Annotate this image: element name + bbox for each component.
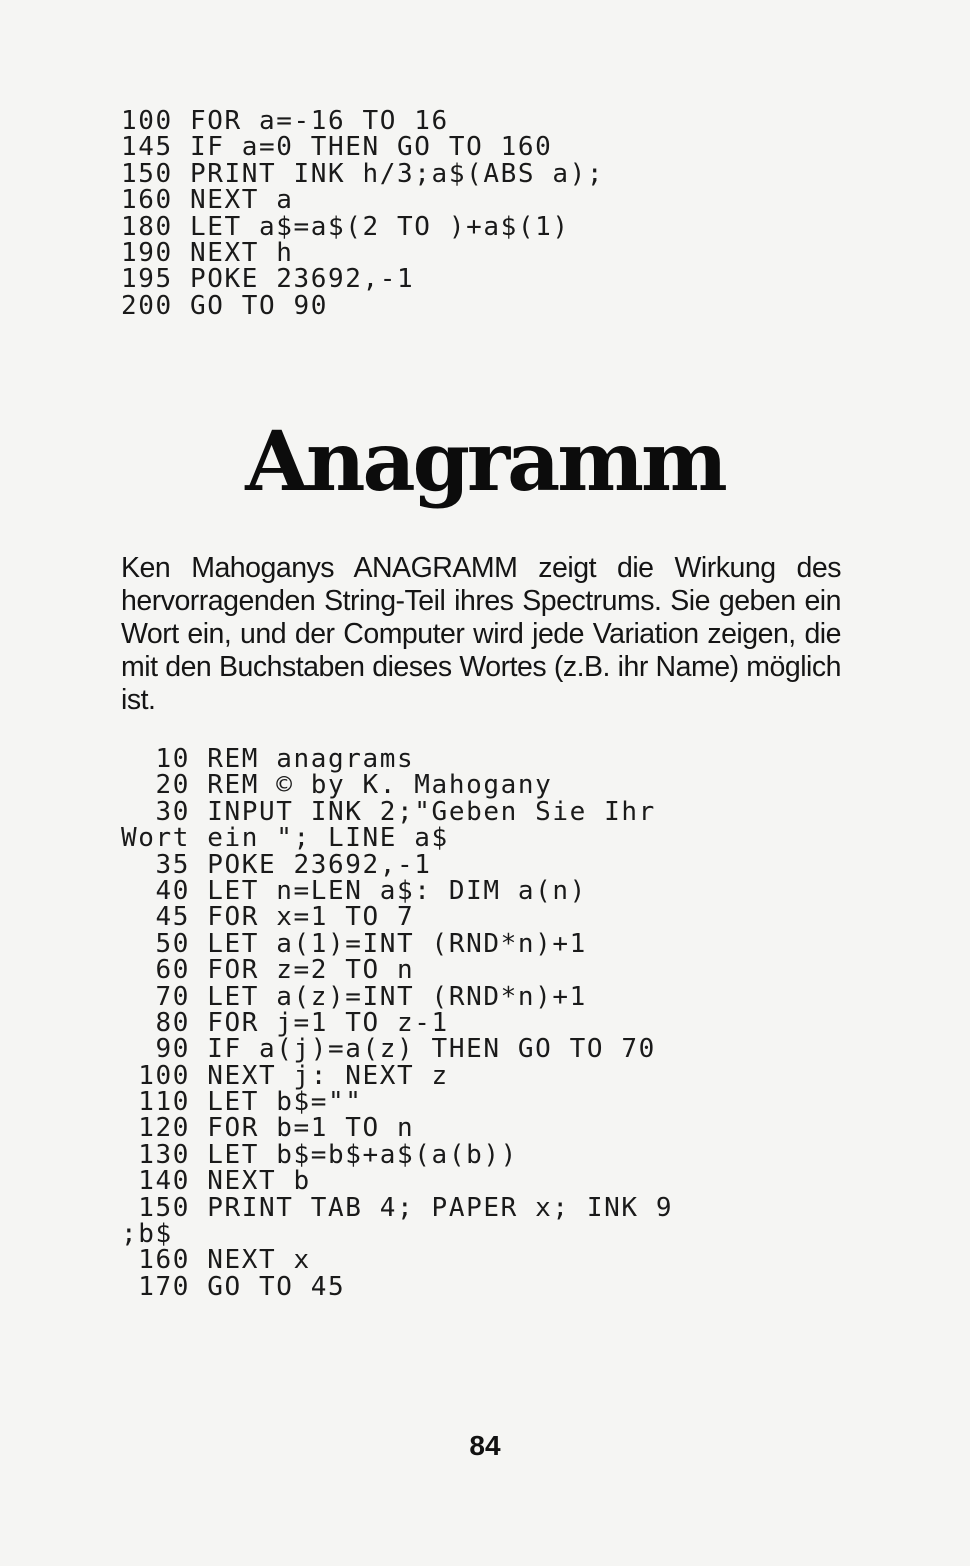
code-line: 100 NEXT j: NEXT z [121,1060,449,1091]
code-line: 190 NEXT h [121,237,294,268]
code-line: 120 FOR b=1 TO n [121,1113,415,1144]
code-line: 140 NEXT b [121,1166,311,1197]
code-listing-anagram [121,746,673,1300]
code-line: 20 REM © by K. Mahogany [121,770,553,801]
code-line: 110 LET b$="" [121,1087,363,1118]
code-line: 70 LET a(z)=INT (RND*n)+1 [121,981,587,1012]
code-line: Wort ein "; LINE a$ [121,823,449,854]
code-line: 170 GO TO 45 [121,1271,346,1302]
code-line: 160 NEXT x [121,1245,311,1276]
code-line: 50 LET a(1)=INT (RND*n)+1 [121,928,587,959]
code-line: 195 POKE 23692,-1 [121,264,415,295]
code-line: 150 PRINT TAB 4; PAPER x; INK 9 [121,1192,674,1223]
intro-paragraph: Ken Mahoganys ANAGRAMM zeigt die Wirkung des hervorragenden String-Teil ihres Spectrums. Sie geben ein Wort ein, und der Computer wird jede Variation zeigen, die mit den Buchstaben dieses Wortes (z.B. ihr Name) möglich ist. [121,552,841,716]
code-line: 145 IF a=0 THEN GO TO 160 [121,132,553,163]
code-listing-top [121,108,604,319]
section-title: Anagramm [245,414,725,510]
page-number: 84 [469,1430,501,1461]
code-line: 60 FOR z=2 TO n [121,955,415,986]
code-line: 130 LET b$=b$+a$(a(b)) [121,1139,518,1170]
code-line: ;b$ [121,1219,173,1250]
code-line: 150 PRINT INK h/3;a$(ABS a); [121,158,605,189]
code-line: 40 LET n=LEN a$: DIM a(n) [121,875,587,906]
code-line: 200 GO TO 90 [121,290,329,321]
code-line: 45 FOR x=1 TO 7 [121,902,415,933]
code-line: 10 REM anagrams [121,744,415,774]
code-line: 80 FOR j=1 TO z-1 [121,1007,449,1038]
code-line: 30 INPUT INK 2;"Geben Sie Ihr [121,796,656,827]
code-line: 180 LET a$=a$(2 TO )+a$(1) [121,211,570,242]
code-line: 35 POKE 23692,-1 [121,849,432,880]
code-line: 160 NEXT a [121,185,294,216]
code-line: 100 FOR a=-16 TO 16 [121,106,449,136]
code-line: 90 IF a(j)=a(z) THEN GO TO 70 [121,1034,656,1065]
